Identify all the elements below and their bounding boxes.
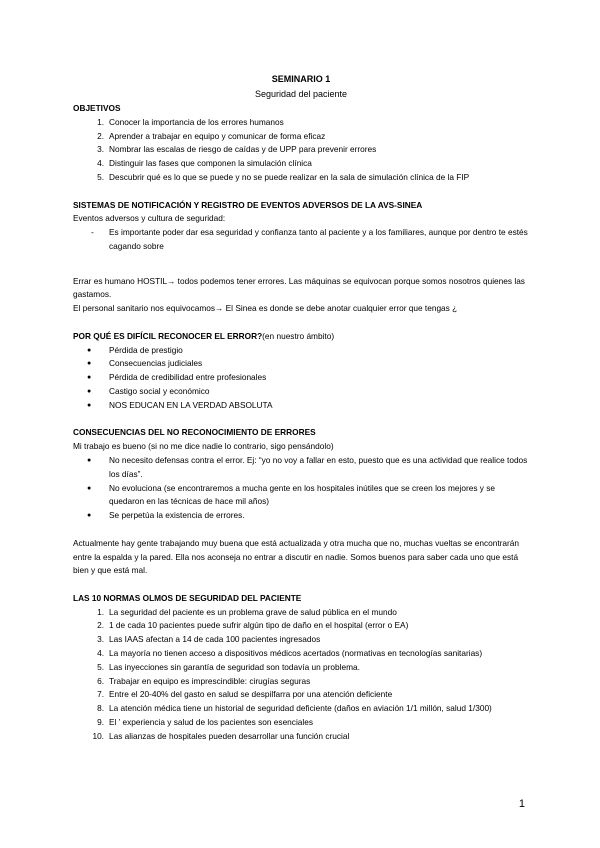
norma-item: 1. La seguridad del paciente es un problema grave de salud pública en el mundo (97, 606, 397, 617)
bullet-icon: ● (87, 512, 92, 520)
paragraph-actualmente: Actualmente hay gente trabajando muy buena que está actualizada y otra mucha que no, muchas vueltas se encontrarán entre la espalda y la pared. Ella nos aconseja no entrar a discutir en nadie. Somos buenos para saber cada uno que está bien y que está mal. (73, 537, 520, 576)
consecuencias-list (73, 454, 529, 523)
paragraph-errar: Errar es humano HOSTIL→ todos podemos tener errores. Las máquinas se equivocan porque somos nosotros quienes las gastamos. (73, 275, 525, 300)
norma-item: 5. Las inyecciones sin garantía de seguridad son todavía un problema. (97, 661, 360, 672)
objetivo-item: 2. Aprender a trabajar en equipo y comunicar de forma eficaz (97, 130, 326, 141)
paragraph-sinea: El personal sanitario nos equivocamos→ El Sinea es donde se debe anotar cualquier error que tengas ¿ (73, 303, 458, 314)
sistemas-heading: SISTEMAS DE NOTIFICACIÓN Y REGISTRO DE EVENTOS ADVERSOS DE LA AVS-SINEA (73, 199, 423, 210)
objetivo-item: 3. Nombrar las escalas de riesgo de caídas y de UPP para prevenir errores (97, 144, 377, 155)
sistemas-dash-item: - Es importante poder dar esa seguridad y confianza tanto al paciente y a los familiares, aunque por dentro te estés cagando sobre (91, 227, 528, 251)
norma-item: 2. 1 de cada 10 pacientes puede sufrir algún tipo de daño en el hospital (error o EA) (97, 620, 409, 631)
document-title: SEMINARIO 1 (271, 74, 331, 84)
list-item: ● Se perpetúa la existencia de errores. (73, 509, 529, 523)
dificil-heading: POR QUÉ ES DIFÍCIL RECONOCER EL ERROR?(en nuestro ámbito) (73, 330, 335, 341)
sistemas-subheading: Eventos adversos y cultura de seguridad: (73, 213, 226, 224)
consecuencias-intro: Mi trabajo es bueno (si no me dice nadie lo contrario, sigo pensándolo) (73, 441, 334, 452)
norma-item: 10. Las alianzas de hospitales pueden desarrollar una función crucial (92, 730, 350, 741)
norma-item: 3. Las IAAS afectan a 14 de cada 100 pacientes ingresados (97, 634, 321, 645)
objetivos-heading: OBJETIVOS (73, 103, 121, 113)
norma-item: 9. El ’ experiencia y salud de los pacientes son esenciales (97, 717, 314, 728)
bullet-icon: ● (87, 456, 92, 464)
objetivos-list (73, 116, 529, 185)
page-number: 1 (518, 798, 525, 810)
normas-heading: LAS 10 NORMAS OLMOS DE SEGURIDAD DEL PACIENTE (73, 592, 302, 603)
norma-item: 8. La atención médica tiene un historial de seguridad deficiente (daños en aviación 1/1 millón, salud 1/300) (97, 703, 492, 714)
normas-list (73, 606, 529, 744)
list-item: ● Castigo social y económico (73, 385, 529, 399)
bullet-icon: ● (87, 387, 92, 395)
bullet-icon: ● (87, 484, 92, 492)
bullet-icon: ● (87, 346, 92, 354)
list-item: ● Pérdida de prestigio (73, 344, 529, 358)
objetivo-item: 5. Descubrir qué es lo que se puede y no se puede realizar en la sala de simulación clínica de la FIP (97, 171, 470, 182)
document-subtitle: Seguridad del paciente (254, 89, 348, 99)
dificil-list (73, 344, 529, 413)
norma-item: 7. Entre el 20-40% del gasto en salud se despilfarra por una atención deficiente (97, 689, 393, 700)
objetivo-item: 4. Distinguir las fases que componen la simulación clínica (97, 158, 312, 169)
list-item: ● NOS EDUCAN EN LA VERDAD ABSOLUTA (73, 399, 529, 413)
norma-item: 4. La mayoría no tienen acceso a dispositivos médicos acertados (normativas en tecnologías sanitarias) (97, 648, 483, 659)
bullet-icon: ● (87, 360, 92, 368)
list-item: ● No necesito defensas contra el error. Ej: “yo no voy a fallar en esto, puesto que es una actividad que realice todos los días”. (87, 454, 528, 479)
consecuencias-heading: CONSECUENCIAS DEL NO RECONOCIMIENTO DE ERRORES (73, 427, 316, 438)
bullet-icon: ● (87, 401, 92, 409)
list-item: ● Consecuencias judiciales (73, 357, 529, 371)
list-item: ● No evoluciona (se encontraremos a mucha gente en los hospitales inútiles que se creen los mejores y se quedaron en las técnicas de hace mil años) (87, 482, 496, 507)
objetivo-item: 1. Conocer la importancia de los errores humanos (97, 116, 284, 127)
norma-item: 6. Trabajar en equipo es imprescindible: cirugías seguras (97, 675, 311, 686)
list-item: ● Pérdida de credibilidad entre profesionales (73, 371, 529, 385)
page-content (73, 72, 529, 744)
bullet-icon: ● (87, 374, 92, 382)
